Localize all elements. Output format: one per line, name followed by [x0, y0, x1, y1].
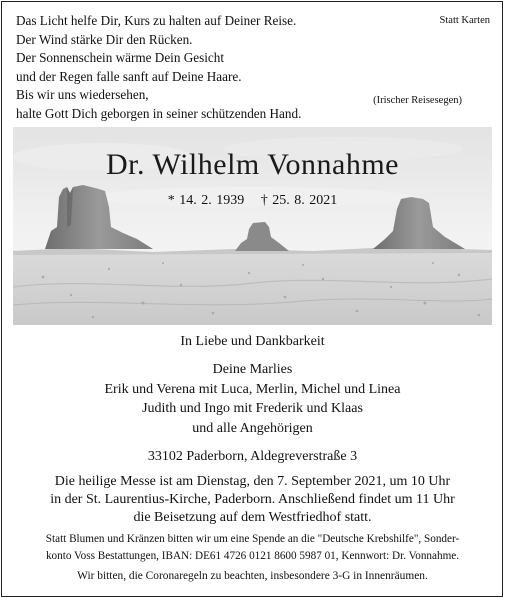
life-dates: [13, 193, 492, 209]
mourner-line: und alle Angehörigen: [192, 420, 313, 436]
donation-info: [13, 531, 492, 564]
mourner-line: Deine Marlies: [212, 362, 293, 377]
mourner-line: Judith und Ingo mit Frederik und Klaas: [142, 401, 363, 416]
poem-line: Das Licht helfe Dir, Kurs zu halten auf Deiner Reise.: [16, 13, 297, 28]
poem-line: halte Gott Dich geborgen in seiner schützenden Hand.: [16, 105, 302, 121]
birth-date: * 14. 2. 1939: [167, 193, 245, 208]
poem-line: Der Wind stärke Dir den Rücken.: [16, 31, 193, 47]
donation-line: Statt Blumen und Kränzen bitten wir um eine Spende an die "Deutsche Krebshilfe", Sonder-: [45, 533, 460, 545]
corona-notice: Wir bitten, die Coronaregeln zu beachten, insbesondere 3-G in Innenräumen.: [77, 570, 428, 582]
service-line: Die heilige Messe ist am Dienstag, den 7. September 2021, um 10 Uhr: [54, 474, 451, 489]
poem-source: (Irischer Reisesegen): [373, 95, 462, 106]
mourner-line: Erik und Verena mit Luca, Merlin, Michel und Linea: [104, 381, 401, 397]
poem: [16, 12, 486, 124]
service-line: die Beisetzung auf dem Westfriedhof statt.: [133, 510, 372, 526]
poem-line: und der Regen falle sanft auf Deine Haare.: [16, 68, 242, 84]
statt-karten-label: Statt Karten: [439, 15, 490, 26]
service-info: [13, 473, 492, 528]
service-line: in der St. Laurentius-Kirche, Paderborn. Anschließend findet um 11 Uhr: [50, 492, 455, 508]
poem-line: Bis wir uns wiedersehen,: [16, 87, 149, 103]
address: 33102 Paderborn, Aldegreverstraße 3: [147, 449, 358, 464]
poem-line: Der Sonnenschein wärme Dein Gesicht: [16, 50, 225, 66]
donation-line: konto Voss Bestattungen, IBAN: DE61 4726 0121 8600 5987 01, Kennwort: Dr. Vonnahme.: [45, 549, 460, 562]
deceased-name: Dr. Wilhelm Vonnahme: [106, 148, 399, 181]
mourners-list: [13, 360, 492, 438]
death-date: † 25. 8. 2021: [260, 193, 338, 208]
intro-text: In Liebe und Dankbarkeit: [180, 334, 325, 349]
